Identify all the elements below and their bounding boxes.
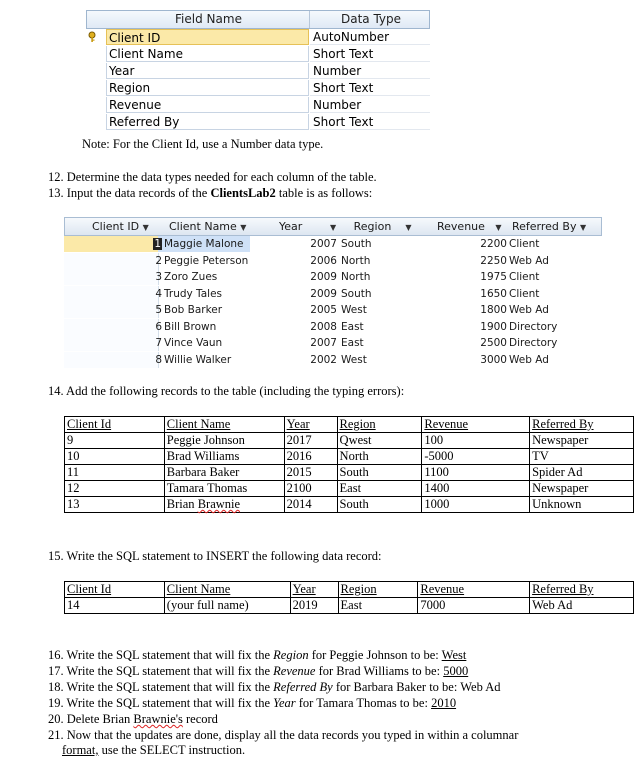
cell: East [338, 598, 418, 614]
cell: 2100 [284, 481, 337, 497]
cell: TV [530, 449, 634, 465]
note-text: Note: For the Client Id, use a Number data type. [82, 137, 324, 151]
cell-year[interactable]: 2007 [310, 238, 337, 250]
dropdown-arrow-icon: ▼ [495, 223, 502, 232]
cell-region[interactable]: South [341, 238, 372, 250]
cell: 12 [65, 481, 165, 497]
question-18: 18. Write the SQL statement that will fix the Referred By for Barbara Baker to be: Web Ad [48, 680, 501, 694]
datasheet-row[interactable] [64, 253, 602, 270]
cell: 2016 [284, 449, 337, 465]
question-15: 15. Write the SQL statement to INSERT the following data record: [48, 549, 382, 563]
cell: 1400 [422, 481, 530, 497]
field-name[interactable]: Revenue [106, 97, 309, 113]
field-row[interactable] [86, 97, 430, 114]
cell-year[interactable]: 2002 [310, 353, 337, 366]
question-12: 12. Determine the data types needed for each column of the table. [48, 170, 377, 184]
header-cell: Client Id [65, 417, 165, 433]
cell-ref[interactable]: Client [509, 238, 540, 250]
header-cell: Client Name [164, 417, 284, 433]
cell-region[interactable]: South [341, 287, 372, 300]
col-header-client-id[interactable]: Client ID ▼ [92, 220, 149, 233]
question-21: 21. Now that the updates are done, display all the data records you typed in within a columnar format, use the SELECT instruction. [48, 728, 519, 757]
cell: Spider Ad [530, 465, 634, 481]
table-15 [64, 581, 634, 614]
col-header-region[interactable]: ▼ Region ▼ [330, 220, 412, 233]
design-header [86, 10, 430, 29]
cell-revenue[interactable]: 2200 [480, 238, 507, 250]
cell-name[interactable]: Maggie Malone [164, 238, 244, 250]
question-16: 16. Write the SQL statement that will fix the Region for Peggie Johnson to be: West [48, 648, 467, 662]
cell: 2015 [284, 465, 337, 481]
cell-year[interactable]: 2007 [310, 337, 337, 349]
field-name[interactable]: Client Name [106, 46, 309, 62]
question-20: 20. Delete Brian Brawnie's record [48, 712, 218, 726]
field-row[interactable] [86, 80, 430, 97]
cell: Tamara Thomas [164, 481, 284, 497]
dropdown-arrow-icon: ▼ [240, 223, 247, 232]
cell-name[interactable]: Peggie Peterson [164, 254, 249, 267]
field-type[interactable]: Number [310, 97, 430, 113]
cell-ref[interactable]: Web Ad [509, 304, 549, 316]
header-cell: Year [284, 417, 337, 433]
design-view-table [86, 10, 430, 131]
datasheet-row[interactable] [64, 352, 602, 369]
row-selector[interactable] [86, 80, 106, 97]
cell-year[interactable]: 2009 [310, 287, 337, 300]
col-header-client-name[interactable]: Client Name ▼ [169, 220, 247, 233]
row-selector[interactable] [86, 29, 106, 46]
field-row[interactable] [86, 29, 430, 46]
field-name-header: Field Name [175, 12, 242, 26]
table-name: ClientsLab2 [210, 186, 276, 200]
cell-revenue[interactable]: 1900 [480, 320, 507, 333]
cell-id[interactable]: 5 [155, 304, 162, 316]
cell-revenue[interactable]: 2250 [480, 254, 507, 267]
question-14: 14. Add the following records to the table (including the typing errors): [48, 384, 405, 398]
col-header-revenue[interactable]: Revenue ▼ [437, 220, 502, 233]
datasheet-row[interactable] [64, 286, 602, 303]
cell-id[interactable]: 7 [155, 337, 162, 349]
cell-name[interactable]: Bill Brown [164, 320, 217, 333]
cell: 1100 [422, 465, 530, 481]
header-cell: Referred By [530, 582, 634, 598]
cell-year[interactable]: 2006 [310, 254, 337, 267]
cell-region[interactable]: East [341, 337, 364, 349]
cell: Barbara Baker [164, 465, 284, 481]
cell: Newspaper [530, 433, 634, 449]
cell-ref[interactable]: Web Ad [509, 353, 549, 366]
row-selector[interactable] [86, 97, 106, 114]
cell: 7000 [418, 598, 530, 614]
cell: 2014 [284, 497, 337, 513]
table-14 [64, 416, 634, 513]
cell-year[interactable]: 2009 [310, 271, 337, 283]
cell-id[interactable]: 1 [154, 238, 161, 250]
cell-name[interactable]: Trudy Tales [164, 287, 223, 300]
cell: Unknown [530, 497, 634, 513]
cell-id[interactable]: 8 [155, 353, 162, 366]
cell-revenue[interactable]: 1800 [480, 304, 507, 316]
cell: East [337, 481, 422, 497]
table-header-row [65, 582, 634, 598]
cell-revenue[interactable]: 1975 [480, 271, 507, 283]
col-header-year[interactable]: Year [279, 220, 303, 233]
question-19: 19. Write the SQL statement that will fix the Year for Tamara Thomas to be: 2010 [48, 696, 457, 710]
field-type[interactable]: Short Text [310, 46, 430, 62]
cell: -5000 [422, 449, 530, 465]
cell-name[interactable]: Bob Barker [164, 304, 223, 316]
cell-ref[interactable]: Client [509, 287, 540, 300]
dropdown-arrow-icon: ▼ [330, 223, 337, 232]
cell: Peggie Johnson [164, 433, 284, 449]
dropdown-arrow-icon: ▼ [579, 223, 587, 232]
cell: 11 [65, 465, 165, 481]
cell: 9 [65, 433, 165, 449]
cell: Brad Williams [164, 449, 284, 465]
datasheet-row[interactable] [64, 319, 602, 336]
header-cell: Client Id [65, 582, 165, 598]
field-row[interactable] [86, 46, 430, 63]
datasheet-row[interactable] [64, 302, 602, 319]
header-cell: Region [337, 417, 422, 433]
dropdown-arrow-icon: ▼ [142, 223, 149, 232]
cell-region[interactable]: North [341, 271, 371, 283]
field-name[interactable]: Region [106, 80, 309, 96]
dropdown-arrow-icon: ▼ [405, 223, 412, 232]
datasheet-row[interactable] [64, 335, 602, 352]
cell: 1000 [422, 497, 530, 513]
cell-ref[interactable]: Directory [509, 337, 558, 349]
cell-name[interactable]: Zoro Zues [164, 271, 218, 283]
datasheet-header [64, 217, 602, 236]
cell-name[interactable]: Willie Walker [164, 353, 232, 366]
cell: Web Ad [530, 598, 634, 614]
cell-id[interactable]: 6 [155, 320, 162, 333]
cell-revenue[interactable]: 2500 [480, 337, 507, 349]
cell-id[interactable]: 3 [155, 271, 162, 283]
table-row [65, 481, 634, 497]
cell: 13 [65, 497, 165, 513]
field-type[interactable]: Short Text [310, 114, 430, 130]
row-selector[interactable] [86, 46, 106, 63]
cell-ref[interactable]: Client [509, 271, 540, 283]
cell: 2017 [284, 433, 337, 449]
cell: (your full name) [164, 598, 290, 614]
cell-region[interactable]: West [341, 304, 367, 316]
cell: North [337, 449, 422, 465]
table-header-row [65, 417, 634, 433]
table-row [65, 465, 634, 481]
cell: 2019 [290, 598, 338, 614]
cell-region[interactable]: North [341, 254, 371, 267]
cell-region[interactable]: East [341, 320, 364, 333]
cell: South [337, 497, 422, 513]
cell: 14 [65, 598, 165, 614]
cell-region[interactable]: West [341, 353, 367, 366]
field-type[interactable]: Short Text [310, 80, 430, 96]
table-row [65, 497, 634, 513]
table-row [65, 449, 634, 465]
row-selector[interactable] [86, 114, 106, 131]
field-type[interactable]: AutoNumber [310, 29, 430, 45]
cell: Brian Brawnie [164, 497, 284, 513]
datasheet-row[interactable] [64, 236, 602, 253]
header-cell: Year [290, 582, 338, 598]
cell-revenue[interactable]: 3000 [480, 353, 507, 366]
cell: 10 [65, 449, 165, 465]
question-17: 17. Write the SQL statement that will fix the Revenue for Brad Williams to be: 5000 [48, 664, 469, 678]
field-type[interactable]: Number [310, 63, 430, 79]
cell: Newspaper [530, 481, 634, 497]
cell: South [337, 465, 422, 481]
cell-year[interactable]: 2005 [310, 304, 337, 316]
col-header-referred-by[interactable]: Referred By ▼ [512, 220, 587, 233]
datasheet [64, 217, 602, 368]
field-row[interactable] [86, 114, 430, 131]
field-name[interactable]: Referred By [106, 114, 309, 130]
cell: Qwest [337, 433, 422, 449]
cell: 100 [422, 433, 530, 449]
header-cell: Revenue [418, 582, 530, 598]
cell-year[interactable]: 2008 [310, 320, 337, 333]
cell-revenue[interactable]: 1650 [480, 287, 507, 300]
cell-id[interactable]: 4 [155, 287, 162, 300]
header-cell: Region [338, 582, 418, 598]
table-row [65, 433, 634, 449]
field-row[interactable] [86, 63, 430, 80]
field-name[interactable]: Client ID [106, 29, 309, 45]
question-13: 13. Input the data records of the ClientsLab2 table is as follows: [48, 186, 373, 200]
row-selector[interactable] [86, 63, 106, 80]
header-cell: Referred By [530, 417, 634, 433]
field-name[interactable]: Year [106, 63, 309, 79]
cell-id[interactable]: 2 [155, 254, 162, 267]
table-row [65, 598, 634, 614]
datasheet-row[interactable] [64, 269, 602, 286]
cell-name[interactable]: Vince Vaun [164, 337, 223, 349]
data-type-header: Data Type [340, 12, 402, 26]
cell-ref[interactable]: Directory [509, 320, 558, 333]
header-cell: Client Name [164, 582, 290, 598]
cell-ref[interactable]: Web Ad [509, 254, 549, 267]
primary-key-icon [88, 31, 101, 43]
header-cell: Revenue [422, 417, 530, 433]
